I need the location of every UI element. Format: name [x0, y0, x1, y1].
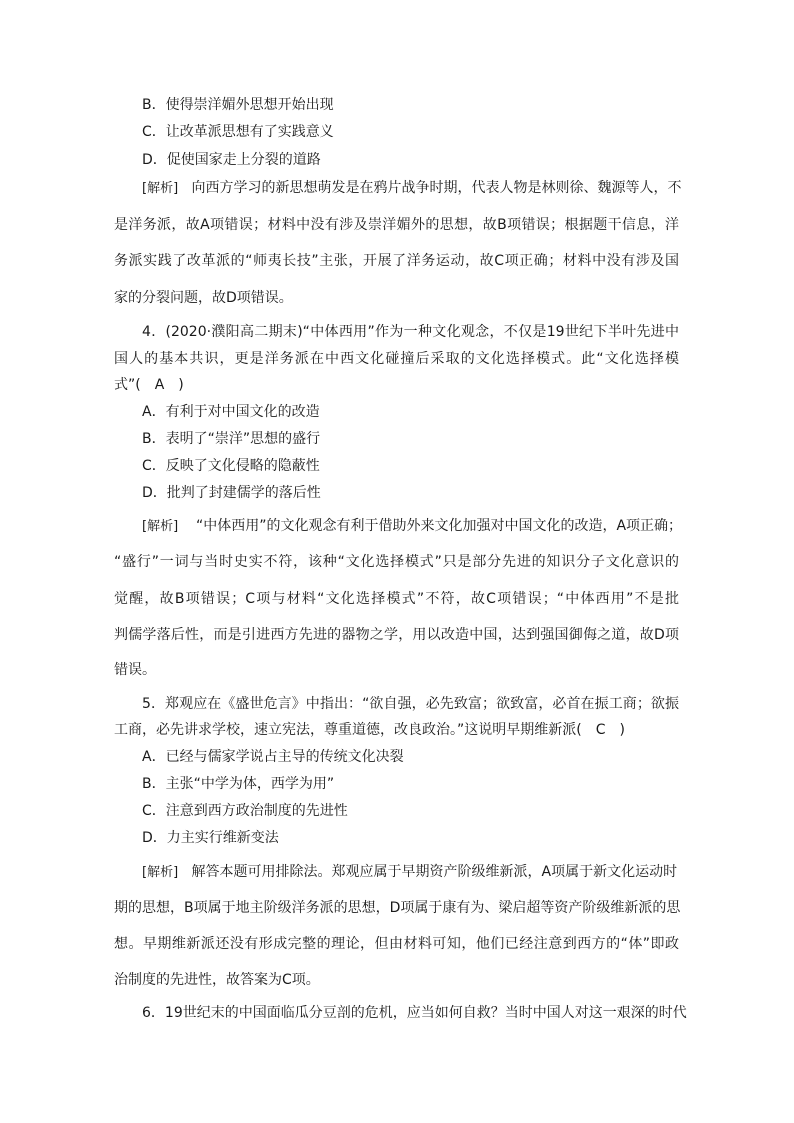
- q3-analysis-line-2: 是洋务派，故A项错误；材料中没有涉及崇洋媚外的思想，故B项错误；根据题干信息，洋: [114, 217, 679, 233]
- q5-analysis-line-1: [142, 862, 679, 883]
- q5-analysis-line-3: 想。早期维新派还没有形成完整的理论，但由材料可知，他们已经注意到西方的“体”即政: [114, 936, 679, 952]
- q6-stem-line-1: 6．19世纪末的中国面临瓜分豆剖的危机，应当如何自救？当时中国人对这一艰深的时代: [142, 1005, 687, 1021]
- q5-option-c: C．注意到西方政治制度的先进性: [142, 803, 348, 819]
- q3-analysis-line-4: 家的分裂问题，故D项错误。: [114, 290, 293, 306]
- q4-option-d: D．批判了封建儒学的落后性: [142, 485, 321, 501]
- q4-analysis-text-1: “中体西用”的文化观念有利于借助外来文化加强对中国文化的改造，A项正确；: [195, 518, 683, 534]
- q3-analysis-line-3: 务派实践了改革派的“师夷长技”主张，开展了洋务运动，故C项正确；材料中没有涉及国: [114, 253, 679, 269]
- q5-analysis-line-2: 期的思想，B项属于地主阶级洋务派的思想，D项属于康有为、梁启超等资产阶级维新派的思: [114, 900, 681, 916]
- q4-analysis-line-4: 判儒学落后性，而是引进西方先进的器物之学，用以改造中国，达到强国御侮之道，故D项: [114, 627, 679, 643]
- q4-option-b: B．表明了“崇洋”思想的盛行: [142, 431, 321, 447]
- q5-analysis-tag: [解析]: [142, 865, 179, 880]
- q5-stem-line-2: 工商，必先讲求学校，速立宪法，尊重道德，改良政治。”这说明早期维新派( C ): [114, 722, 625, 738]
- q3-analysis-line-1: [142, 178, 682, 199]
- q5-stem-line-1: 5．郑观应在《盛世危言》中指出：“欲自强，必先致富；欲致富，必首在振工商；欲振: [142, 696, 679, 712]
- q3-option-c: C．让改革派思想有了实践意义: [142, 124, 334, 140]
- q4-stem-line-2: 国人的基本共识，更是洋务派在中西文化碰撞后采取的文化选择模式。此“文化选择模: [114, 351, 679, 367]
- q3-analysis-tag: [解析]: [142, 181, 179, 196]
- q5-option-d: D．力主实行维新变法: [142, 830, 279, 846]
- q3-option-d: D．促使国家走上分裂的道路: [142, 152, 321, 168]
- q5-analysis-line-4: 治制度的先进性，故答案为C项。: [114, 972, 320, 988]
- q4-stem-line-1: 4．(2020·濮阳高二期末)“中体西用”作为一种文化观念，不仅是19世纪下半叶先进中: [142, 324, 679, 340]
- q5-option-a: A．已经与儒家学说占主导的传统文化决裂: [142, 749, 404, 765]
- q4-analysis-line-5: 错误。: [114, 662, 156, 678]
- q4-analysis-tag: [解析]: [142, 519, 179, 534]
- q3-analysis-text-1: 向西方学习的新思想萌发是在鸦片战争时期，代表人物是林则徐、魏源等人，不: [191, 180, 682, 196]
- q4-analysis-line-2: “盛行”一词与当时史实不符，该种“文化选择模式”只是部分先进的知识分子文化意识的: [114, 554, 679, 570]
- q4-option-a: A．有利于对中国文化的改造: [142, 404, 320, 420]
- q3-option-b: B．使得崇洋媚外思想开始出现: [142, 97, 334, 113]
- q5-analysis-text-1: 解答本题可用排除法。郑观应属于早期资产阶级维新派，A项属于新文化运动时: [191, 864, 678, 880]
- q5-option-b: B．主张“中学为体，西学为用”: [142, 776, 335, 792]
- q4-stem-line-3: 式”( A ): [114, 377, 184, 393]
- q4-analysis-line-1: [142, 516, 683, 537]
- q4-option-c: C．反映了文化侵略的隐蔽性: [142, 458, 320, 474]
- q4-analysis-line-3: 觉醒，故B项错误；C项与材料“文化选择模式”不符，故C项错误；“中体西用”不是批: [114, 591, 679, 607]
